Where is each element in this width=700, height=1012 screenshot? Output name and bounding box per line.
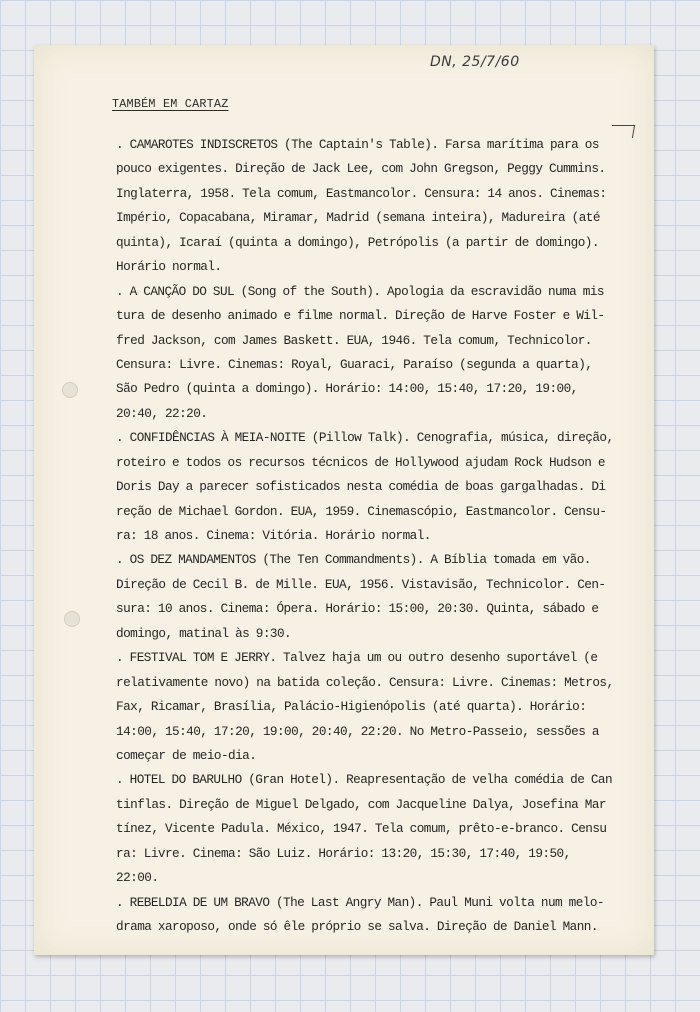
text-line: . REBELDIA DE UM BRAVO (The Last Angry Man). Paul Muni volta num melo- bbox=[116, 894, 604, 910]
text-line: Império, Copacabana, Miramar, Madrid (semana inteira), Madureira (até bbox=[116, 210, 600, 226]
text-line: domingo, matinal às 9:30. bbox=[116, 625, 292, 641]
text-line: reção de Michael Gordon. EUA, 1959. Cinemascópio, Eastmancolor. Censu- bbox=[116, 503, 607, 519]
text-line: relativamente novo) na batida coleção. Censura: Livre. Cinemas: Metros, bbox=[116, 674, 614, 690]
text-line: . CONFIDÊNCIAS À MEIA-NOITE (Pillow Talk). Cenografia, música, direção, bbox=[116, 430, 614, 446]
text-line: ra: Livre. Cinema: São Luiz. Horário: 13:20, 15:30, 17:40, 19:50, bbox=[116, 845, 571, 861]
text-line: . OS DEZ MANDAMENTOS (The Ten Commandments). A Bíblia tomada em vão. bbox=[116, 552, 591, 568]
handwritten-date: DN, 25/7/60 bbox=[430, 54, 520, 70]
page-heading: TAMBÉM EM CARTAZ bbox=[112, 97, 229, 111]
text-line: sura: 10 anos. Cinema: Ópera. Horário: 15:00, 20:30. Quinta, sábado e bbox=[116, 601, 599, 617]
punch-hole bbox=[64, 611, 80, 627]
text-line: Doris Day a parecer sofisticados nesta comédia de boas gargalhadas. Di bbox=[116, 479, 606, 495]
text-line: pouco exigentes. Direção de Jack Lee, com John Gregson, Peggy Cummins. bbox=[116, 161, 606, 177]
text-line: fred Jackson, com James Baskett. EUA, 1946. Tela comum, Technicolor. bbox=[116, 332, 592, 348]
text-line: Censura: Livre. Cinemas: Royal, Guaraci, Paraíso (segunda a quarta), bbox=[116, 356, 593, 372]
typewritten-page bbox=[34, 45, 654, 955]
text-line: drama xaroposo, onde só êle próprio se salva. Direção de Daniel Mann. bbox=[116, 919, 598, 934]
text-line: . HOTEL DO BARULHO (Gran Hotel). Reapresentação de velha comédia de Can bbox=[116, 772, 613, 788]
text-line: tura de desenho animado e filme normal. Direção de Harve Foster e Wil- bbox=[116, 308, 605, 324]
text-line: . A CANÇÃO DO SUL (Song of the South). Apologia da escravidão numa mis bbox=[116, 283, 604, 299]
text-line: tínez, Vicente Padula. México, 1947. Tela comum, prêto-e-branco. Censu bbox=[116, 821, 607, 837]
text-line: Horário normal. bbox=[116, 259, 222, 275]
text-line: roteiro e todos os recursos técnicos de Hollywood ajudam Rock Hudson e bbox=[116, 454, 605, 470]
text-line: . CAMAROTES INDISCRETOS (The Captain's Table). Farsa marítima para os bbox=[116, 137, 599, 152]
text-line: Fax, Ricamar, Brasília, Palácio-Higienópolis (até quarta). Horário: bbox=[116, 699, 587, 715]
text-line: começar de meio-dia. bbox=[116, 747, 257, 763]
text-line: . FESTIVAL TOM E JERRY. Talvez haja um ou outro desenho suportável (e bbox=[116, 650, 598, 666]
text-line: tinflas. Direção de Miguel Delgado, com Jacqueline Dalya, Josefina Mar bbox=[116, 796, 606, 812]
typewritten-body bbox=[116, 133, 636, 939]
text-line: Inglaterra, 1958. Tela comum, Eastmancolor. Censura: 14 anos. Cinemas: bbox=[116, 185, 607, 201]
text-line: São Pedro (quinta a domingo). Horário: 14:00, 15:40, 17:20, 19:00, bbox=[116, 381, 578, 397]
text-line: ra: 18 anos. Cinema: Vitória. Horário normal. bbox=[116, 528, 431, 543]
text-line: Direção de Cecil B. de Mille. EUA, 1956. Vistavisão, Technicolor. Cen- bbox=[116, 576, 606, 592]
text-line: 20:40, 22:20. bbox=[116, 405, 208, 421]
punch-hole bbox=[62, 382, 78, 398]
text-line: 22:00. bbox=[116, 870, 159, 886]
text-line: 14:00, 15:40, 17:20, 19:00, 20:40, 22:20. No Metro-Passeio, sessões a bbox=[116, 723, 599, 739]
text-line: quinta), Icaraí (quinta a domingo), Petrópolis (a partir de domingo). bbox=[116, 234, 599, 250]
